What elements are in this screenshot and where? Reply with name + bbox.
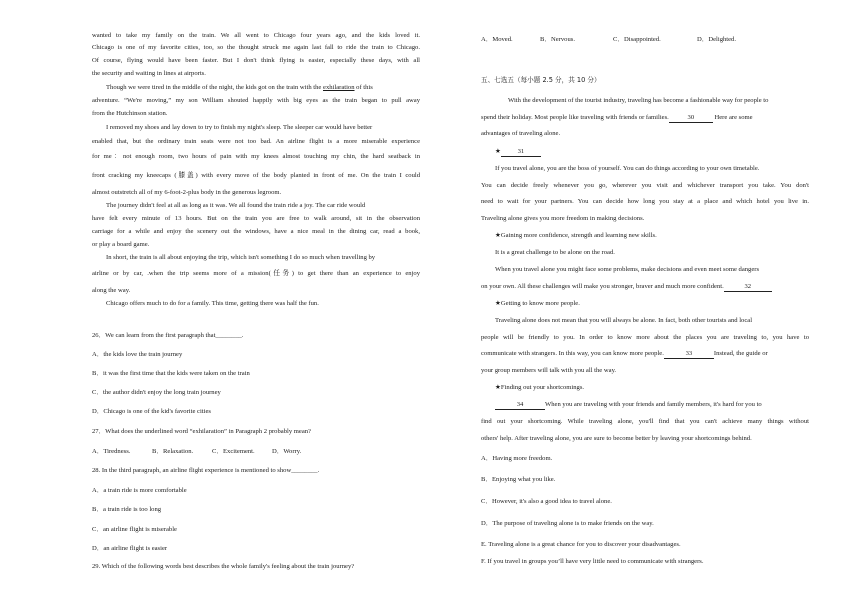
q29-option-d[interactable]: D．Delighted.	[697, 36, 737, 43]
question-27-stem: 27．What does the underlined word “exhilaration” in Paragraph 2 probably mean?	[92, 428, 311, 435]
question-29-options	[481, 36, 736, 44]
heading-31	[495, 148, 541, 157]
passage-line: along the way.	[92, 287, 131, 294]
seven-choice-option-a[interactable]: A．Having more freedom.	[481, 455, 553, 462]
seven-choice-option-b[interactable]: B．Enjoying what you like.	[481, 476, 556, 483]
q28-option-d[interactable]: D．an airline flight is easier	[92, 545, 168, 552]
blank-33[interactable]: 33	[664, 350, 714, 359]
passage-line: In short, the train is all about enjoying the trip, which isn't something I do so much when travelling by	[106, 254, 376, 261]
passage-line: people will be friendly to you. In order to know more about the places you are traveling to, you have to	[481, 334, 809, 341]
blank-32[interactable]: 32	[724, 283, 772, 292]
passage-line: others' help. After traveling alone, you are sure to become better by leaving your shortcomings behind.	[481, 435, 752, 442]
section-title: 五、七选五（每小题 2.5 分，共 10 分）	[481, 76, 601, 84]
passage-line: Traveling alone gives you more freedom in making decisions.	[481, 215, 645, 222]
q29-option-c[interactable]: C．Disappointed.	[613, 36, 661, 43]
passage-line: almost outstretch all of my 6-foot-2-plus body in the generous legroom.	[92, 189, 282, 196]
passage-line: Chicago offers much to do for a family. This time, getting there was half the fun.	[106, 300, 319, 307]
q26-option-b[interactable]: B．it was the first time that the kids were taken on the train	[92, 370, 250, 377]
passage-line: have felt every minute of 13 hours. But on the train you are free to walk around, sit in the observation	[92, 215, 420, 222]
passage-line: find out your shortcoming. While traveling alone, you'll find that you can't achieve many things without	[481, 418, 809, 425]
subheading: ★Getting to know more people.	[495, 300, 580, 307]
blank-31[interactable]: 31	[501, 148, 541, 157]
passage-line: I removed my shoes and lay down to try to finish my night's sleep. The sleeper car would have better	[106, 124, 373, 131]
passage-line: wanted to take my family on the train. We all went to Chicago four years ago, and the kids loved it.	[92, 32, 420, 39]
q28-option-c[interactable]: C．an airline flight is miserable	[92, 526, 177, 533]
passage-line: your group members will talk with you all the way.	[481, 367, 617, 374]
passage-line: 34 When you are traveling with your friends and family members, it's hard for you to	[495, 401, 762, 410]
passage-line: communicate with strangers. In this way, you can know more people. 33 Instead, the guide or	[481, 350, 768, 357]
blank-34[interactable]: 34	[495, 401, 545, 410]
passage-line: With the development of the tourist industry, traveling has become a fashionable way for people to	[508, 97, 769, 104]
passage-line: Chicago is one of my favorite cities, too, so the thought struck me again last fall to ride the train to Chicago.	[92, 44, 420, 51]
seven-choice-option-f[interactable]: F. If you travel in groups you’ll have very little need to communicate with strangers.	[481, 558, 704, 565]
q26-option-d[interactable]: D．Chicago is one of the kid's favorite cities	[92, 408, 211, 415]
passage-line: Traveling alone does not mean that you will always be alone. In fact, both other tourists and local	[495, 317, 753, 324]
q27-option-d[interactable]: D．Worry.	[272, 448, 302, 455]
question-29-stem: 29. Which of the following words best describes the whole family's feeling about the train journey?	[92, 563, 355, 570]
question-27-options	[92, 448, 301, 456]
passage-line: need to wait for your partners. You can decide how long you stay at a place and which hotel you live in.	[481, 198, 809, 205]
underlined-word: exhilaration	[323, 84, 355, 91]
passage-line: advantages of traveling alone.	[481, 130, 561, 137]
passage-line: or play a board game.	[92, 241, 150, 248]
star-icon: ★	[495, 148, 501, 155]
q28-option-b[interactable]: B．a train ride is too long	[92, 506, 162, 513]
passage-line: carriage for a while and enjoy the scenery out the windows, have a nice meal in the dining car, read a book,	[92, 228, 420, 235]
passage-line: adventure. “We're moving,” my son William shouted happily with big eyes as the train began to pull away	[92, 97, 420, 104]
passage-line: When you travel alone you might face some problems, make decisions and even meet some dangers	[495, 266, 760, 273]
q29-option-a[interactable]: A．Moved.	[481, 36, 513, 43]
passage-line: If you travel alone, you are the boss of yourself. You can do things according to your own timetable.	[495, 165, 760, 172]
passage-line: Of course, flying would have been faster. But I don't think flying is easier, especially these days, with all	[92, 57, 420, 64]
passage-line: spend their holiday. Most people like traveling with friends or families. 30 Here are some	[481, 114, 753, 121]
subheading: ★Gaining more confidence, strength and learning new skills.	[495, 232, 657, 239]
passage-line: for me：not enough room, two hours of pain with my knees almost touching my chin, the hard seatback in	[92, 153, 420, 160]
passage-line: Though we were tired in the middle of the night, the kids got on the train with the exhilaration of this	[106, 84, 373, 91]
seven-choice-option-c[interactable]: C．However, it's also a good idea to travel alone.	[481, 498, 612, 505]
q26-option-c[interactable]: C．the author didn't enjoy the long train journey	[92, 389, 221, 396]
q29-option-b[interactable]: B．Nervous.	[540, 36, 575, 43]
q27-option-c[interactable]: C．Excitement.	[212, 448, 255, 455]
q28-option-a[interactable]: A．a train ride is more comfortable	[92, 487, 187, 494]
passage-line: It is a great challenge to be alone on the road.	[495, 249, 615, 256]
q27-option-a[interactable]: A．Tiredness.	[92, 448, 131, 455]
q27-option-b[interactable]: B．Relaxation.	[152, 448, 194, 455]
seven-choice-option-e[interactable]: E. Traveling alone is a great chance for you to discover your disadvantages.	[481, 541, 681, 548]
passage-line: enabled that, but the ordinary train seats were not too bad. An airline flight is a more miserable experience	[92, 138, 420, 145]
blank-30[interactable]: 30	[669, 114, 713, 123]
q26-option-a[interactable]: A．the kids love the train journey	[92, 351, 183, 358]
passage-line: front cracking my kneecaps (膝盖) with every move of the body planted in front of me. On the train I could	[92, 172, 420, 179]
passage-line: You can decide freely whenever you go, wherever you visit and whichever transport you take. You don't	[481, 182, 809, 189]
passage-line: the security and waiting in lines at airports.	[92, 70, 206, 77]
passage-line: airline or by car, .when the trip seems more of a mission(任务) to get there than an experience to enjoy	[92, 270, 420, 277]
passage-line: on your own. All these challenges will make you stronger, braver and much more confident. 32	[481, 283, 772, 292]
passage-line: from the Hutchinson station.	[92, 110, 168, 117]
passage-line: The journey didn't feel at all as long as it was. We all found the train ride a joy. The car ride would	[106, 202, 366, 209]
question-26-stem: 26．We can learn from the first paragraph that________.	[92, 332, 244, 339]
subheading: ★Finding out your shortcomings.	[495, 384, 585, 391]
question-28-stem: 28. In the third paragraph, an airline flight experience is mentioned to show________.	[92, 467, 320, 474]
seven-choice-option-d[interactable]: D．The purpose of traveling alone is to make friends on the way.	[481, 520, 654, 527]
